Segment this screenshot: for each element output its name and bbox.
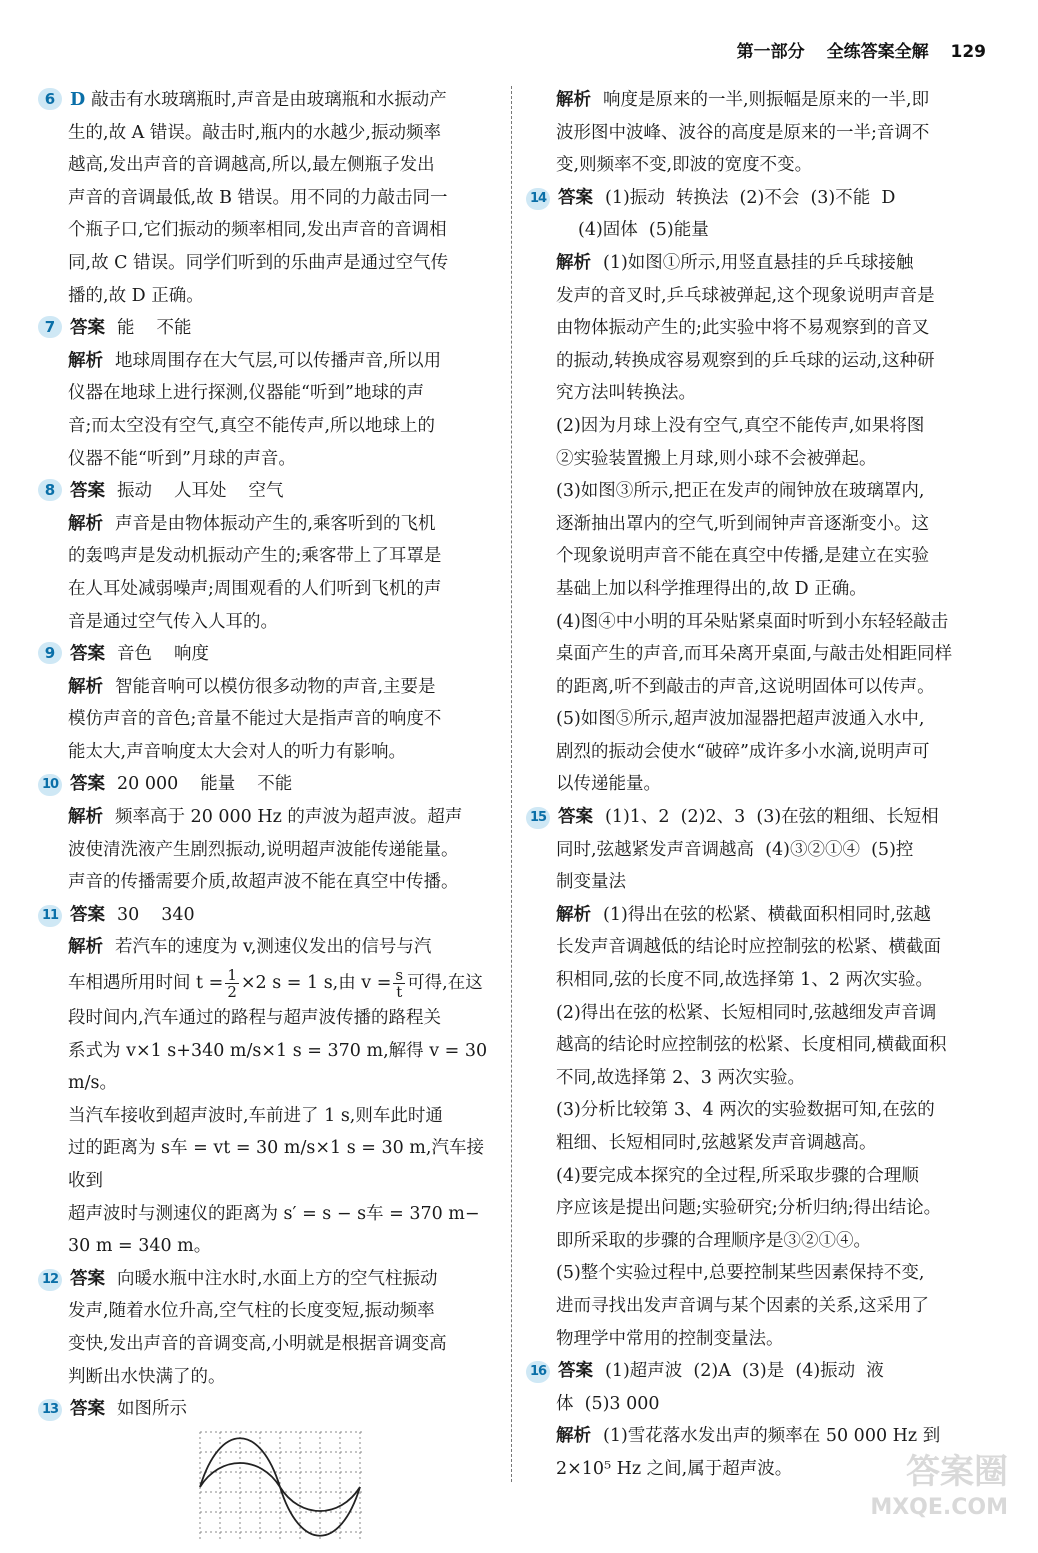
- question-13-analysis: 解析 响度是原来的一半,则振幅是原来的一半,即 波形图中波峰、波谷的高度是原来的一半;音调不 变,则频率不变,即波的宽度不变。: [556, 90, 930, 176]
- fraction-half: $\frac{1}{2}$: [227, 966, 237, 1002]
- question-number: 14: [526, 188, 550, 210]
- page-number: 129: [950, 42, 986, 62]
- question-number: 10: [38, 774, 62, 796]
- question-number: 13: [38, 1399, 62, 1421]
- question-number: 8: [38, 479, 62, 501]
- waveform-figure: [38, 1430, 498, 1553]
- question-8: 8 答案 振动 人耳处 空气 解析 声音是由物体振动产生的,乘客听到的飞机 的轰鸣声是发动机振动产生的;乘客带上了耳罩是 在人耳处减弱噪声;周围观看的人们听到飞机的声 音是通过空气传入人耳的。: [38, 475, 498, 638]
- question-9: 9 答案 音色 响度 解析 智能音响可以模仿很多动物的声音,主要是 模仿声音的音色;音量不能过大是指声音的响度不 能太大,声音响度太大会对人的听力有影响。: [38, 638, 498, 768]
- header-series: 全练答案全解: [826, 42, 929, 62]
- header-part: 第一部分: [736, 42, 805, 62]
- question-number: 11: [38, 905, 62, 927]
- choice-answer: D: [70, 90, 86, 110]
- question-11: 11 答案 30 340 解析 若汽车的速度为 v,测速仪发出的信号与汽 车相遇所用时间 t = $\frac{1}{2}$ ×2 s = 1 s,由 v = $\frac{s}{t}$ 可得,在这 段时间内,汽车通过的路程与超声波传播的路程关 系式为 v×1 s+340 m/s×1 s = 370 m,解得 v = 30 m/s。 当汽车接收到超声波时,车前进了 1 s,则车此时通 过的距离为 s车 = vt = 30 m/s×1 s = 30 m,汽车接收到 超声波时与测速仪的距离为 s′ = s − s车 = 370 m− 30 m = 340 m。: [38, 899, 498, 1263]
- question-number: 16: [526, 1361, 550, 1383]
- question-14: 14 答案 (1)振动 转换法 (2)不会 (3)不能 D (4)固体 (5)能量 解析 (1)如图①所示,用竖直悬挂的乒乓球接触 发声的音叉时,乒乓球被弹起,这个现象说明声音是 由物体振动产生的;此实验中将不易观察到的音叉 的振动,转换成容易观察到的乒乓球的运动,这种研 究方法叫转换法。 (2)因为月球上没有空气,真空不能传声,如果将图 ②实验装置搬上月球,则小球不会被弹起。 (3)如图③所示,把正在发声的闹钟放在玻璃罩内, 逐渐抽出罩内的空气,听到闹钟声音逐渐变小。这 个现象说明声音不能在真空中传播,是建立在实验 基础上加以科学推理得出的,故 D 正确。 (4)图④中小明的耳朵贴紧桌面时听到小东轻轻敲击 桌面产生的声音,而耳朵离开桌面,与敲击处相距同样 的距离,听不到敲击的声音,这说明固体可以传声。 (5)如图⑤所示,超声波加湿器把超声波通入水中, 剧烈的振动会使水“破碎”成许多小水滴,说明声可 以传递能量。: [526, 182, 986, 801]
- question-number: 7: [38, 316, 62, 338]
- question-15: 15 答案 (1)1、2 (2)2、3 (3)在弦的粗细、长短相 同时,弦越紧发声音调越高 (4)③②①④ (5)控 制变量法 解析 (1)得出在弦的松紧、横截面积相同时,弦越 长发声音调越低的结论时应控制弦的松紧、横截面 积相同,弦的长度不同,故选择第 1、2 两次实验。 (2)得出在弦的松紧、长短相同时,弦越细发声音调 越高的结论时应控制弦的松紧、长度相同,横截面积 不同,故选择第 2、3 两次实验。 (3)分析比较第 3、4 两次的实验数据可知,在弦的 粗细、长短相同时,弦越紧发声音调越高。 (4)要完成本探究的全过程,所采取步骤的合理顺 序应该是提出问题;实验研究;分析归纳;得出结论。 即所采取的步骤的合理顺序是③②①④。 (5)整个实验过程中,总要控制某些因素保持不变, 进而寻找出发声音调与某个因素的关系,这采用了 物理学中常用的控制变量法。: [526, 801, 986, 1355]
- right-column: [526, 84, 986, 1486]
- question-6: 6 D 敲击有水玻璃瓶时,声音是由玻璃瓶和水振动产 生的,故 A 错误。敲击时,瓶内的水越少,振动频率 越高,发出声音的音调越高,所以,最左侧瓶子发出 声音的音调最低,故 B 错误。用不同的力敲击同一 个瓶子口,它们振动的频率相同,发出声音的音调相 同,故 C 错误。同学们听到的乐曲声是通过空气传 播的,故 D 正确。: [38, 84, 498, 312]
- question-number: 15: [526, 807, 550, 829]
- question-number: 9: [38, 642, 62, 664]
- left-column: [38, 84, 498, 1553]
- question-12: 12 答案 向暖水瓶中注水时,水面上方的空气柱振动 发声,随着水位升高,空气柱的长度变短,振动频率 变快,发出声音的音调变高,小明就是根据音调变高 判断出水快满了的。: [38, 1263, 498, 1393]
- question-10: 10 答案 20 000 能量 不能 解析 频率高于 20 000 Hz 的声波为超声波。超声 波使清洗液产生剧烈振动,说明超声波能传递能量。 声音的传播需要介质,故超声波不能在真空中传播。: [38, 768, 498, 898]
- waveform-svg: [198, 1430, 364, 1542]
- page-header: [721, 36, 986, 69]
- question-number: 12: [38, 1269, 62, 1291]
- question-16: 16 答案 (1)超声波 (2)A (3)是 (4)振动 液 体 (5)3 000 解析 (1)雪花落水发出声的频率在 50 000 Hz 到 2×10⁵ Hz 之间,属于超声波。: [526, 1355, 986, 1485]
- column-divider: [511, 86, 512, 1482]
- question-number: 6: [38, 88, 62, 110]
- question-7: 7 答案 能 不能 解析 地球周围存在大气层,可以传播声音,所以用 仪器在地球上进行探测,仪器能“听到”地球的声 音;而太空没有空气,真空不能传声,所以地球上的 仪器不能“听到”月球的声音。: [38, 312, 498, 475]
- question-13: 13 答案 如图所示: [38, 1393, 498, 1553]
- watermark-logo: 答案圈 MXQE.COM: [870, 1452, 1008, 1520]
- fraction-s-over-t: $\frac{s}{t}$: [395, 966, 404, 1002]
